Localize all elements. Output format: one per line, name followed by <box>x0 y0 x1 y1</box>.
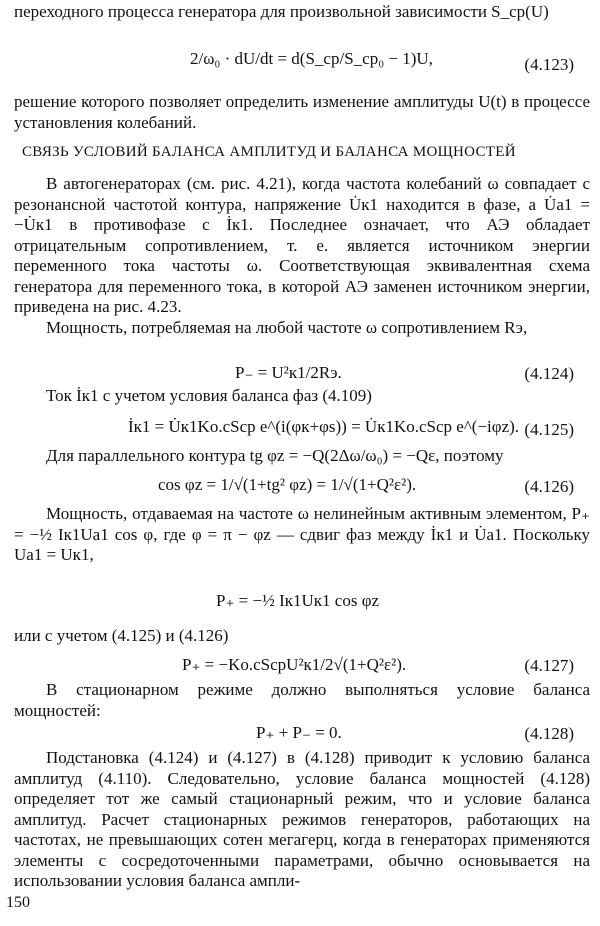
equation-4-126: cos φz = 1/√(1+tg² φz) = 1/√(1+Q²ε²). <box>158 475 417 494</box>
paragraph-8: В стационарном режиме должно выполняться условие баланса мощностей: <box>14 680 590 720</box>
paragraph-1: решение которого позволяет определить изменение амплитуды U(t) в процессе установления колебаний. <box>14 92 590 132</box>
section-heading: СВЯЗЬ УСЛОВИЙ БАЛАНСА АМПЛИТУД И БАЛАНСА МОЩНОСТЕЙ <box>22 144 516 160</box>
equation-unnumbered: P₊ = −½ Iк1Uк1 cos φz <box>216 591 380 610</box>
paragraph-6: Мощность, отдаваемая на частоте ω нелинейным активным элементом, P₊ = −½ Iк1Uа1 cos φ, где φ = π − φz — сдвиг фаз между İк1 и U̇а1. Поскольку Uа1 = Uк1, <box>14 504 590 564</box>
equation-number-4-124: (4.124) <box>524 364 574 383</box>
paragraph-5: Для параллельного контура tg φz = −Q(2Δω/ω₀) = −Qε, поэтому <box>46 446 504 465</box>
equation-4-127: P₊ = −Kо.сSсрU²к1/2√(1+Q²ε²). <box>182 655 407 674</box>
paragraph-0: переходного процесса генератора для произвольной зависимости S_ср(U) <box>14 2 549 21</box>
equation-4-124: P₋ = U²к1/2Rэ. <box>235 363 342 382</box>
equation-4-125: İк1 = U̇к1Kо.сSср e^(i(φк+φs)) = U̇к1Kо.сSср e^(−iφz). <box>128 417 520 436</box>
paragraph-3: Мощность, потребляемая на любой частоте ω сопротивлением Rэ, <box>46 318 528 337</box>
equation-4-123: 2/ω₀ · dU/dt = d(S_ср/S_ср₀ − 1)U, <box>190 49 433 68</box>
equation-number-4-126: (4.126) <box>524 477 574 496</box>
equation-number-4-123: (4.123) <box>524 55 574 74</box>
page-number: 150 <box>6 894 30 911</box>
equation-4-128: P₊ + P₋ = 0. <box>256 723 342 742</box>
paragraph-4: Ток İк1 с учетом условия баланса фаз (4.109) <box>46 386 372 405</box>
paragraph-9: Подстановка (4.124) и (4.127) в (4.128) приводит к условию баланса амплитуд (4.110). Следовательно, условие баланса мощностей (4.128) определяет тот же самый стационарный режим, что и условие баланса амплитуд. Расчет стационарных режимов генераторов, работающих на частотах, не превышающих сотен мегагерц, когда в генераторах применяются элементы с сосредоточенными параметрами, обычно основывается на использовании условия баланса ампли- <box>14 748 590 890</box>
equation-number-4-127: (4.127) <box>524 656 574 675</box>
equation-number-4-125: (4.125) <box>524 420 574 439</box>
paragraph-7: или с учетом (4.125) и (4.126) <box>14 626 229 645</box>
equation-number-4-128: (4.128) <box>524 724 574 743</box>
paragraph-2: В автогенераторах (см. рис. 4.21), когда частота колебаний ω совпадает с резонансной частотой контура, напряжение U̇к1 находится в фазе, а U̇а1 = −U̇к1 в противофазе с İк1. Последнее означает, что АЭ обладает отрицательным сопротивлением, т. е. является источником энергии переменного тока частоты ω. Соответствующая эквивалентная схема генератора для переменного тока, в которой АЭ заменен источником энергии, приведена на рис. 4.23. <box>14 174 590 316</box>
